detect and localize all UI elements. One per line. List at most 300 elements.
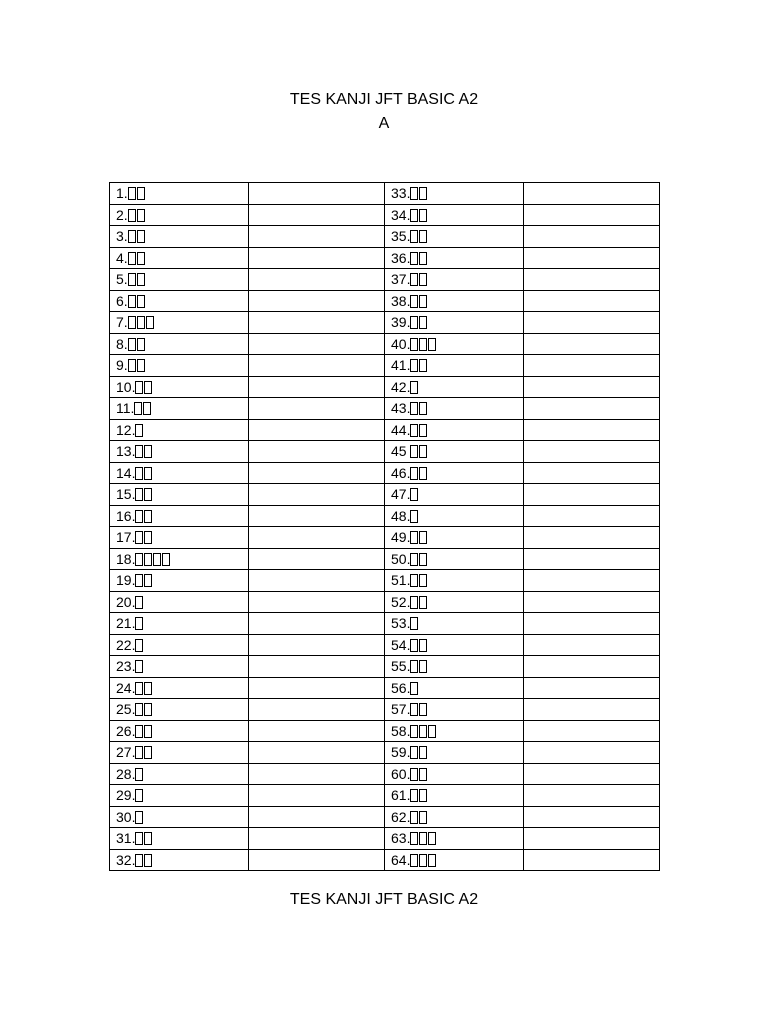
missing-kanji-glyph-icon (137, 295, 145, 308)
answer-cell[interactable] (524, 570, 660, 592)
answer-cell[interactable] (249, 226, 385, 248)
answer-cell[interactable] (524, 183, 660, 205)
answer-cell[interactable] (524, 226, 660, 248)
answer-cell[interactable] (524, 849, 660, 871)
missing-kanji-glyph-icon (419, 402, 427, 415)
question-cell (385, 785, 524, 807)
kanji-table-body (110, 183, 660, 871)
question-cell (385, 527, 524, 549)
question-cell (110, 763, 249, 785)
question-cell (110, 634, 249, 656)
missing-kanji-glyph-icon (128, 338, 136, 351)
question-cell (385, 312, 524, 334)
missing-kanji-glyph-icon (135, 467, 143, 480)
missing-kanji-glyph-icon (419, 295, 427, 308)
missing-kanji-glyph-icon (419, 553, 427, 566)
question-cell (110, 484, 249, 506)
answer-cell[interactable] (524, 591, 660, 613)
question-cell (385, 548, 524, 570)
answer-cell[interactable] (524, 613, 660, 635)
answer-cell[interactable] (524, 742, 660, 764)
missing-kanji-glyph-icon (128, 209, 136, 222)
missing-kanji-glyph-icon (410, 639, 418, 652)
missing-kanji-glyph-icon (137, 338, 145, 351)
question-cell (110, 548, 249, 570)
table-row (110, 634, 660, 656)
answer-cell[interactable] (249, 570, 385, 592)
question-cell (110, 333, 249, 355)
missing-kanji-glyph-icon (428, 725, 436, 738)
missing-kanji-glyph-icon (410, 209, 418, 222)
answer-cell[interactable] (249, 269, 385, 291)
missing-kanji-glyph-icon (419, 531, 427, 544)
question-cell (385, 376, 524, 398)
question-number: 43. (391, 400, 411, 417)
question-number: 48. (391, 507, 411, 524)
question-cell (385, 570, 524, 592)
question-number: 53. (391, 615, 411, 632)
missing-kanji-glyph-icon (410, 596, 418, 609)
question-cell (385, 720, 524, 742)
answer-cell[interactable] (249, 441, 385, 463)
answer-cell[interactable] (524, 699, 660, 721)
missing-kanji-glyph-icon (135, 832, 143, 845)
answer-cell[interactable] (524, 312, 660, 334)
question-cell (110, 785, 249, 807)
question-number: 16. (116, 507, 136, 524)
table-row (110, 742, 660, 764)
missing-kanji-glyph-icon (410, 273, 418, 286)
question-cell (110, 355, 249, 377)
question-cell (110, 806, 249, 828)
question-cell (110, 720, 249, 742)
missing-kanji-glyph-icon (144, 488, 152, 501)
missing-kanji-glyph-icon (419, 596, 427, 609)
missing-kanji-glyph-icon (419, 639, 427, 652)
table-row (110, 720, 660, 742)
question-number: 12. (116, 421, 136, 438)
table-row (110, 226, 660, 248)
question-number: 15. (116, 486, 136, 503)
question-cell (110, 677, 249, 699)
question-number: 1. (116, 185, 128, 202)
question-cell (385, 183, 524, 205)
missing-kanji-glyph-icon (128, 316, 136, 329)
answer-cell[interactable] (524, 376, 660, 398)
table-row (110, 484, 660, 506)
question-number: 30. (116, 808, 136, 825)
missing-kanji-glyph-icon (419, 725, 427, 738)
missing-kanji-glyph-icon (419, 445, 427, 458)
table-row (110, 419, 660, 441)
question-cell (385, 828, 524, 850)
table-row (110, 462, 660, 484)
table-row (110, 247, 660, 269)
missing-kanji-glyph-icon (419, 746, 427, 759)
answer-cell[interactable] (249, 398, 385, 420)
question-number: 33. (391, 185, 411, 202)
missing-kanji-glyph-icon (410, 854, 418, 867)
missing-kanji-glyph-icon (419, 811, 427, 824)
answer-cell[interactable] (524, 828, 660, 850)
table-row (110, 505, 660, 527)
answer-cell[interactable] (524, 527, 660, 549)
missing-kanji-glyph-icon (419, 273, 427, 286)
question-number: 42. (391, 378, 411, 395)
missing-kanji-glyph-icon (419, 187, 427, 200)
question-number: 55. (391, 658, 411, 675)
question-number: 60. (391, 765, 411, 782)
missing-kanji-glyph-icon (135, 553, 143, 566)
question-number: 17. (116, 529, 136, 546)
missing-kanji-glyph-icon (410, 230, 418, 243)
question-number: 46. (391, 464, 411, 481)
question-cell (110, 849, 249, 871)
missing-kanji-glyph-icon (128, 273, 136, 286)
question-number: 25. (116, 701, 136, 718)
answer-cell[interactable] (249, 849, 385, 871)
missing-kanji-glyph-icon (137, 209, 145, 222)
question-cell (110, 613, 249, 635)
missing-kanji-glyph-icon (410, 316, 418, 329)
question-cell (110, 591, 249, 613)
missing-kanji-glyph-icon (135, 617, 143, 630)
question-number: 39. (391, 314, 411, 331)
missing-kanji-glyph-icon (419, 854, 427, 867)
missing-kanji-glyph-icon (135, 596, 143, 609)
missing-kanji-glyph-icon (135, 574, 143, 587)
question-cell (110, 398, 249, 420)
missing-kanji-glyph-icon (144, 445, 152, 458)
question-cell (385, 269, 524, 291)
question-cell (110, 656, 249, 678)
answer-cell[interactable] (249, 527, 385, 549)
missing-kanji-glyph-icon (410, 531, 418, 544)
question-number: 59. (391, 744, 411, 761)
question-cell (385, 204, 524, 226)
missing-kanji-glyph-icon (135, 811, 143, 824)
answer-cell[interactable] (524, 763, 660, 785)
missing-kanji-glyph-icon (419, 467, 427, 480)
question-number: 9. (116, 357, 128, 374)
question-cell (110, 204, 249, 226)
answer-cell[interactable] (249, 333, 385, 355)
question-number: 31. (116, 830, 136, 847)
table-row (110, 656, 660, 678)
missing-kanji-glyph-icon (137, 230, 145, 243)
missing-kanji-glyph-icon (428, 832, 436, 845)
missing-kanji-glyph-icon (428, 854, 436, 867)
question-cell (385, 699, 524, 721)
answer-cell[interactable] (249, 183, 385, 205)
answer-cell[interactable] (524, 333, 660, 355)
missing-kanji-glyph-icon (144, 854, 152, 867)
missing-kanji-glyph-icon (137, 316, 145, 329)
question-number: 51. (391, 572, 411, 589)
missing-kanji-glyph-icon (135, 682, 143, 695)
table-row (110, 441, 660, 463)
question-number: 50. (391, 550, 411, 567)
missing-kanji-glyph-icon (137, 187, 145, 200)
table-row (110, 699, 660, 721)
missing-kanji-glyph-icon (410, 510, 418, 523)
missing-kanji-glyph-icon (410, 381, 418, 394)
missing-kanji-glyph-icon (135, 725, 143, 738)
missing-kanji-glyph-icon (144, 703, 152, 716)
question-number: 34. (391, 206, 411, 223)
answer-cell[interactable] (249, 699, 385, 721)
question-number: 64. (391, 851, 411, 868)
missing-kanji-glyph-icon (410, 703, 418, 716)
table-row (110, 828, 660, 850)
question-cell (385, 462, 524, 484)
answer-cell[interactable] (524, 656, 660, 678)
answer-cell[interactable] (524, 247, 660, 269)
question-cell (110, 183, 249, 205)
question-number: 54. (391, 636, 411, 653)
missing-kanji-glyph-icon (410, 488, 418, 501)
missing-kanji-glyph-icon (410, 359, 418, 372)
question-number: 27. (116, 744, 136, 761)
question-cell (110, 828, 249, 850)
table-row (110, 591, 660, 613)
answer-cell[interactable] (524, 398, 660, 420)
question-cell (385, 484, 524, 506)
answer-cell[interactable] (249, 613, 385, 635)
question-cell (110, 570, 249, 592)
answer-cell[interactable] (524, 806, 660, 828)
question-cell (385, 677, 524, 699)
table-row (110, 806, 660, 828)
missing-kanji-glyph-icon (410, 187, 418, 200)
table-row (110, 677, 660, 699)
missing-kanji-glyph-icon (144, 467, 152, 480)
missing-kanji-glyph-icon (419, 209, 427, 222)
missing-kanji-glyph-icon (144, 531, 152, 544)
question-cell (385, 505, 524, 527)
table-row (110, 398, 660, 420)
question-number: 63. (391, 830, 411, 847)
question-number: 22. (116, 636, 136, 653)
missing-kanji-glyph-icon (410, 789, 418, 802)
missing-kanji-glyph-icon (419, 230, 427, 243)
answer-cell[interactable] (249, 376, 385, 398)
answer-cell[interactable] (524, 634, 660, 656)
missing-kanji-glyph-icon (419, 789, 427, 802)
question-number: 4. (116, 249, 128, 266)
table-row (110, 785, 660, 807)
missing-kanji-glyph-icon (144, 682, 152, 695)
missing-kanji-glyph-icon (146, 316, 154, 329)
missing-kanji-glyph-icon (410, 467, 418, 480)
question-number: 14. (116, 464, 136, 481)
answer-cell[interactable] (524, 441, 660, 463)
footer-title: TES KANJI JFT BASIC A2 (289, 891, 479, 908)
question-cell (385, 849, 524, 871)
question-cell (110, 376, 249, 398)
question-cell (110, 247, 249, 269)
question-number: 21. (116, 615, 136, 632)
answer-cell[interactable] (249, 634, 385, 656)
missing-kanji-glyph-icon (410, 617, 418, 630)
missing-kanji-glyph-icon (135, 768, 143, 781)
missing-kanji-glyph-icon (419, 316, 427, 329)
answer-cell[interactable] (524, 677, 660, 699)
answer-cell[interactable] (524, 548, 660, 570)
answer-cell[interactable] (249, 591, 385, 613)
answer-cell[interactable] (249, 462, 385, 484)
answer-cell[interactable] (249, 656, 385, 678)
answer-cell[interactable] (524, 290, 660, 312)
question-cell (385, 763, 524, 785)
document-title: TES KANJI JFT BASIC A2 (289, 91, 479, 108)
answer-cell[interactable] (249, 828, 385, 850)
question-cell (385, 441, 524, 463)
question-number: 20. (116, 593, 136, 610)
question-cell (385, 226, 524, 248)
answer-cell[interactable] (524, 484, 660, 506)
question-cell (385, 419, 524, 441)
question-cell (110, 505, 249, 527)
missing-kanji-glyph-icon (144, 381, 152, 394)
answer-cell[interactable] (524, 419, 660, 441)
answer-cell[interactable] (524, 269, 660, 291)
missing-kanji-glyph-icon (134, 402, 142, 415)
missing-kanji-glyph-icon (153, 553, 161, 566)
missing-kanji-glyph-icon (410, 338, 418, 351)
question-cell (110, 419, 249, 441)
answer-cell[interactable] (249, 742, 385, 764)
question-cell (385, 333, 524, 355)
answer-cell[interactable] (249, 484, 385, 506)
table-row (110, 570, 660, 592)
question-cell (385, 355, 524, 377)
missing-kanji-glyph-icon (137, 252, 145, 265)
missing-kanji-glyph-icon (135, 660, 143, 673)
question-cell (110, 290, 249, 312)
answer-cell[interactable] (249, 419, 385, 441)
missing-kanji-glyph-icon (419, 338, 427, 351)
question-cell (385, 742, 524, 764)
question-number: 45 (391, 443, 411, 460)
answer-cell[interactable] (249, 806, 385, 828)
missing-kanji-glyph-icon (410, 660, 418, 673)
question-number: 36. (391, 249, 411, 266)
answer-cell[interactable] (249, 247, 385, 269)
missing-kanji-glyph-icon (419, 832, 427, 845)
question-cell (385, 398, 524, 420)
table-row (110, 333, 660, 355)
answer-cell[interactable] (249, 763, 385, 785)
question-number: 2. (116, 206, 128, 223)
question-number: 13. (116, 443, 136, 460)
question-number: 44. (391, 421, 411, 438)
answer-cell[interactable] (524, 785, 660, 807)
missing-kanji-glyph-icon (135, 789, 143, 802)
question-number: 58. (391, 722, 411, 739)
document-subtitle: A (378, 115, 390, 132)
table-row (110, 355, 660, 377)
answer-cell[interactable] (249, 548, 385, 570)
missing-kanji-glyph-icon (410, 402, 418, 415)
answer-cell[interactable] (524, 462, 660, 484)
missing-kanji-glyph-icon (410, 832, 418, 845)
answer-cell[interactable] (249, 290, 385, 312)
question-cell (385, 591, 524, 613)
missing-kanji-glyph-icon (410, 725, 418, 738)
answer-cell[interactable] (524, 204, 660, 226)
question-number: 11. (116, 400, 135, 417)
missing-kanji-glyph-icon (410, 768, 418, 781)
missing-kanji-glyph-icon (128, 295, 136, 308)
question-number: 5. (116, 271, 128, 288)
question-number: 28. (116, 765, 136, 782)
question-cell (385, 806, 524, 828)
table-row (110, 269, 660, 291)
missing-kanji-glyph-icon (410, 252, 418, 265)
missing-kanji-glyph-icon (143, 402, 151, 415)
answer-cell[interactable] (524, 720, 660, 742)
missing-kanji-glyph-icon (128, 359, 136, 372)
missing-kanji-glyph-icon (135, 854, 143, 867)
question-number: 35. (391, 228, 411, 245)
question-number: 47. (391, 486, 411, 503)
missing-kanji-glyph-icon (144, 510, 152, 523)
question-number: 61. (391, 787, 411, 804)
missing-kanji-glyph-icon (410, 811, 418, 824)
missing-kanji-glyph-icon (144, 832, 152, 845)
question-cell (110, 226, 249, 248)
question-number: 41. (391, 357, 411, 374)
missing-kanji-glyph-icon (410, 574, 418, 587)
answer-cell[interactable] (524, 355, 660, 377)
table-row (110, 849, 660, 871)
missing-kanji-glyph-icon (419, 424, 427, 437)
question-number: 62. (391, 808, 411, 825)
question-cell (385, 656, 524, 678)
answer-cell[interactable] (249, 505, 385, 527)
answer-cell[interactable] (249, 720, 385, 742)
question-number: 38. (391, 292, 411, 309)
answer-cell[interactable] (249, 677, 385, 699)
missing-kanji-glyph-icon (410, 295, 418, 308)
answer-cell[interactable] (249, 785, 385, 807)
missing-kanji-glyph-icon (128, 230, 136, 243)
question-number: 19. (116, 572, 136, 589)
question-cell (110, 699, 249, 721)
missing-kanji-glyph-icon (135, 445, 143, 458)
question-number: 8. (116, 335, 128, 352)
missing-kanji-glyph-icon (135, 746, 143, 759)
question-cell (385, 290, 524, 312)
table-row (110, 290, 660, 312)
missing-kanji-glyph-icon (135, 531, 143, 544)
question-cell (385, 634, 524, 656)
answer-cell[interactable] (524, 505, 660, 527)
question-cell (110, 441, 249, 463)
question-number: 56. (391, 679, 411, 696)
answer-cell[interactable] (249, 204, 385, 226)
missing-kanji-glyph-icon (128, 252, 136, 265)
question-number: 6. (116, 292, 128, 309)
missing-kanji-glyph-icon (144, 725, 152, 738)
answer-cell[interactable] (249, 312, 385, 334)
missing-kanji-glyph-icon (144, 746, 152, 759)
question-number: 24. (116, 679, 136, 696)
question-number: 49. (391, 529, 411, 546)
missing-kanji-glyph-icon (135, 488, 143, 501)
answer-cell[interactable] (249, 355, 385, 377)
